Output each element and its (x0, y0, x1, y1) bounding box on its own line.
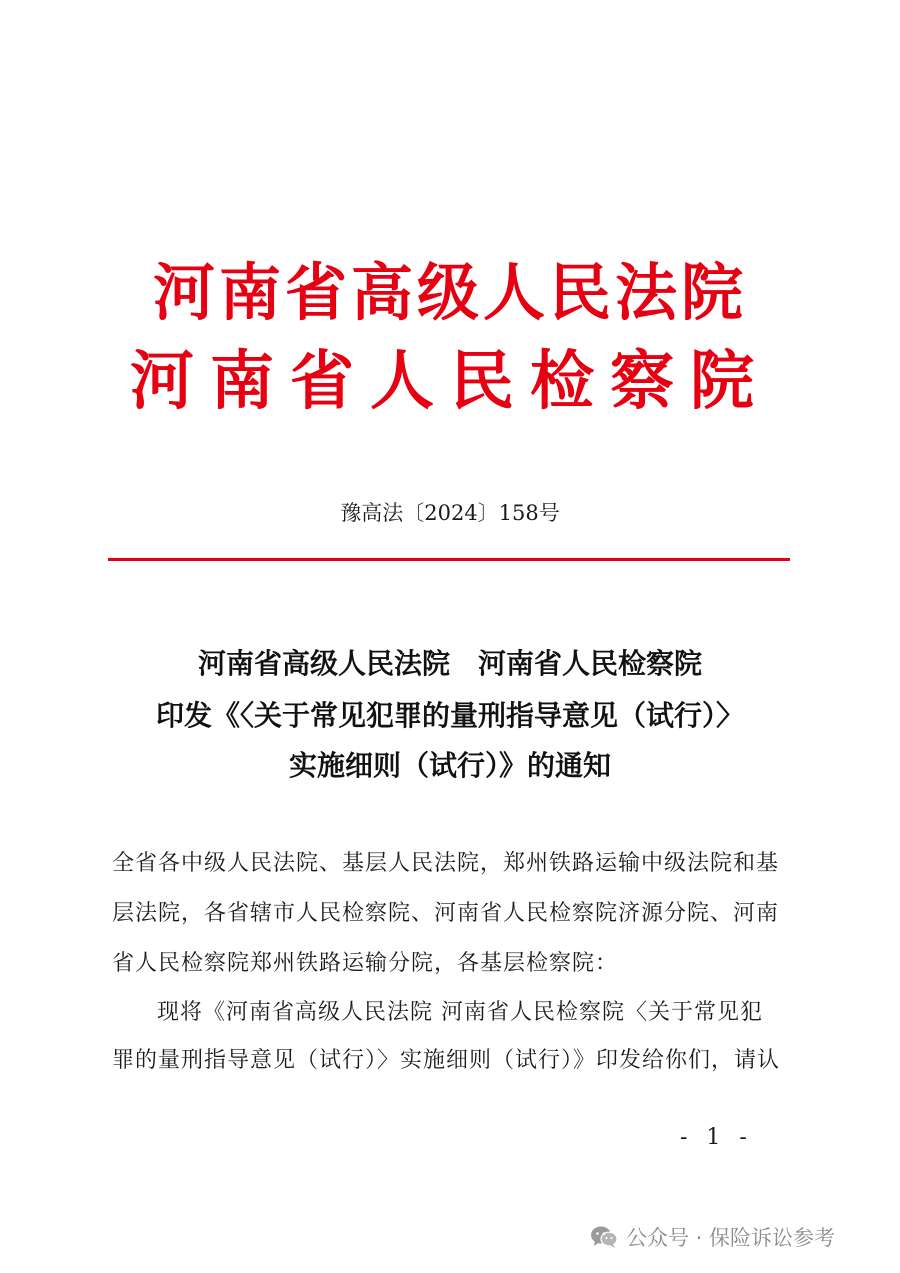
addressee-line-2: 层法院，各省辖市人民检察院、河南省人民检察院济源分院、河南 (112, 901, 780, 926)
addressee-line-1: 全省各中级人民法院、基层人民法院，郑州铁路运输中级法院和基 (112, 851, 780, 876)
issuer-name-procuratorate: 河南省人民检察院 (130, 344, 770, 419)
page-number: - 1 - (680, 1125, 753, 1150)
wechat-icon (590, 1225, 618, 1249)
watermark-text: 公众号 · 保险诉讼参考 (626, 1226, 836, 1250)
notice-title-line-1: 河南省高级人民法院 河南省人民检察院 (197, 647, 702, 680)
notice-title-line-2: 印发《〈关于常见犯罪的量刑指导意见（试行）〉 (155, 699, 744, 732)
account-watermark (590, 1222, 835, 1252)
body-paragraph-line-1: 现将《河南省高级人民法院 河南省人民检察院〈关于常见犯 (157, 1000, 763, 1025)
red-divider-line (108, 558, 790, 561)
issuer-name-court: 河南省高级人民法院 (152, 256, 747, 329)
notice-title-line-3: 实施细则（试行）》的通知 (288, 749, 611, 782)
document-number: 豫高法〔2024〕158号 (340, 501, 560, 525)
addressee-line-3: 省人民检察院郑州铁路运输分院，各基层检察院： (112, 951, 619, 976)
body-paragraph-line-2: 罪的量刑指导意见（试行）〉实施细则（试行）》印发给你们，请认 (112, 1048, 781, 1073)
